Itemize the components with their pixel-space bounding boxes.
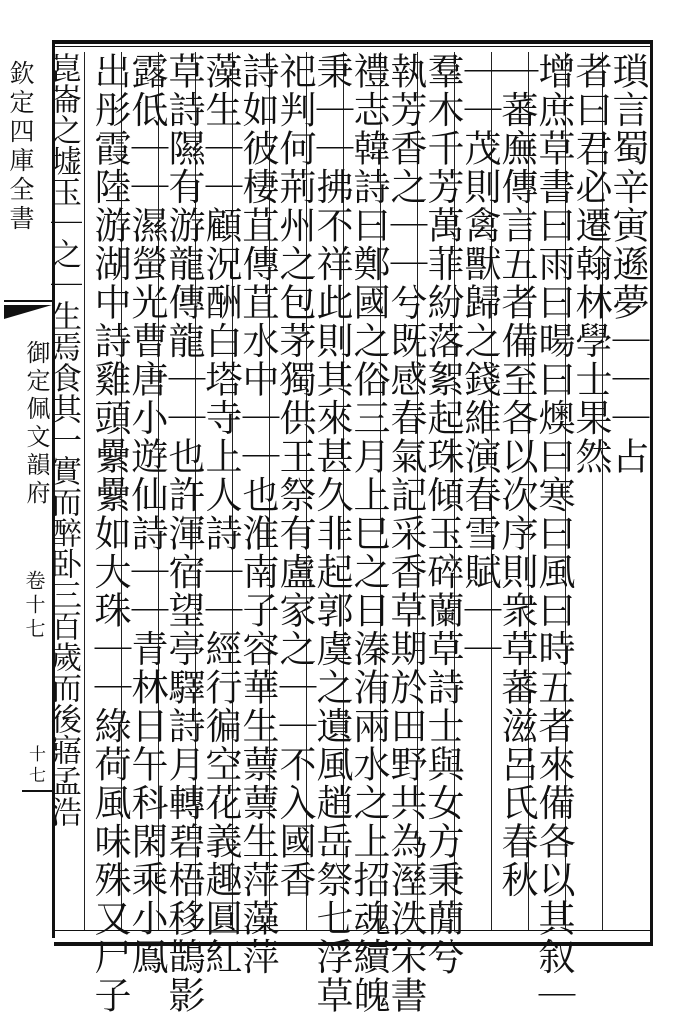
text-column-11: 詩如彼棲苴傳苴水中｜｜也淮南子容華生蔈蔈生萍藻萍 (236, 52, 279, 976)
text-column-4: ｜蕃廡傳言五者備至各以次序則衆草蕃滋呂氏春秋 (495, 52, 538, 899)
text-column-13: 草詩隰有游龍傳龍｜｜也許渾宿望亭驛詩月轉碧梧移鵲影 (162, 52, 205, 1015)
book-title: 御定佩文韻府 (22, 340, 50, 508)
text-column-2: 者曰君必遷翰林學士果然 (569, 52, 612, 476)
page-number: 十七 (25, 745, 45, 787)
text-column-6: 羣木千芳萬菲紛落絮起珠傾玉碎蘭草詩士與女方秉蕑兮 (421, 52, 464, 976)
volume-mark: 卷十七 (22, 570, 46, 642)
text-column-12: 藻生｜｜顧況酬白塔寺上人詩｜｜經行徧空花義趣圓紅 (199, 52, 242, 976)
text-column-5: ｜｜茂則禽獸歸之錢維演春雪賦｜｜ (458, 52, 501, 668)
text-column-16: 崑崙之墟玉｜之｜生焉食其一實而醉卧三百歲而後寤孟浩 (45, 52, 81, 827)
text-column-7: 執芳香之｜｜兮既感春氣記采香草期於田野共為溼泆宋書 (384, 52, 427, 1015)
frame-inner-top-rule (54, 46, 650, 47)
text-column-8: 禮志韓詩曰鄭國之俗三月上巳之日溱洧兩水之上招魂續魄 (347, 52, 390, 1015)
text-column-14: 露低｜｜濕螢光曹唐小遊仙詩｜｜青林日午科閑乘小鳳 (125, 52, 168, 976)
text-column-9: 秉｜｜拂不祥此則其來甚久非起郭虞之遺風趙岳祭七浮草 (310, 52, 353, 1015)
text-column-15: 出彤霞陸游湖中詩雞頭纍纍如大珠｜｜綠荷風味殊又尸子 (88, 52, 131, 1015)
text-column-10: 祀判何荊州之包茅獨供王祭有盧家之｜｜不入國香 (273, 52, 316, 899)
text-column-3: 增庶草書曰雨曰暘曰燠曰寒曰風曰時五者來備各以其叙｜ (532, 52, 575, 1015)
series-title: 欽定四庫全書 (6, 60, 35, 234)
text-column-1: 瑣言蜀辛寅遜夢｜｜｜占 (606, 52, 649, 476)
